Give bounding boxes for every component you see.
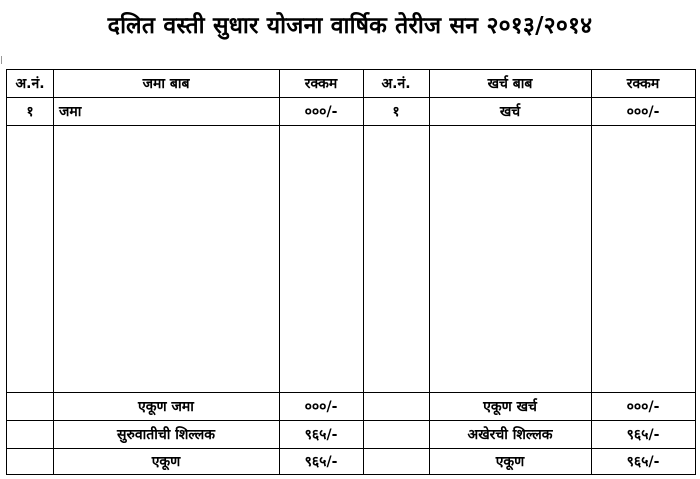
row-divider [7, 125, 695, 126]
grand-total-left-amount: ९६५/- [304, 454, 338, 470]
ledger-table [6, 69, 696, 475]
row-divider [7, 97, 695, 98]
row-sr-no-right: १ [392, 104, 400, 120]
row-divider [7, 392, 695, 393]
grand-total-left-label: एकूण [151, 454, 181, 470]
closing-balance-label: अखेरची शिल्लक [467, 427, 553, 443]
row-sr-no-left: १ [26, 104, 34, 120]
opening-balance-label: सुरुवातीची शिल्लक [117, 427, 215, 443]
header-amount-left: रक्कम [304, 76, 338, 92]
header-receipt-head: जमा बाब [142, 76, 190, 92]
header-amount-right: रक्कम [626, 76, 660, 92]
total-receipts-amount: ०००/- [304, 399, 338, 415]
row-expense-head: खर्च [499, 104, 521, 120]
header-sr-no-left: अ.नं. [15, 76, 45, 92]
page-title: दलित वस्ती सुधार योजना वार्षिक तेरीज सन २०१३/२०१४ [107, 13, 593, 39]
closing-balance-amount: ९६५/- [626, 427, 660, 443]
total-receipts-label: एकूण जमा [138, 399, 194, 415]
column-divider [363, 70, 364, 474]
header-expense-head: खर्च बाब [487, 76, 533, 92]
row-amount-left: ०००/- [304, 104, 338, 120]
row-divider [7, 420, 695, 421]
opening-balance-amount: ९६५/- [304, 427, 338, 443]
header-sr-no-right: अ.नं. [381, 76, 411, 92]
margin-marker [1, 56, 3, 64]
total-expense-label: एकूण खर्च [483, 399, 537, 415]
row-receipt-head: जमा [59, 104, 82, 120]
row-amount-right: ०००/- [626, 104, 660, 120]
grand-total-right-amount: ९६५/- [626, 454, 660, 470]
total-expense-amount: ०००/- [626, 399, 660, 415]
grand-total-right-label: एकूण [495, 454, 525, 470]
